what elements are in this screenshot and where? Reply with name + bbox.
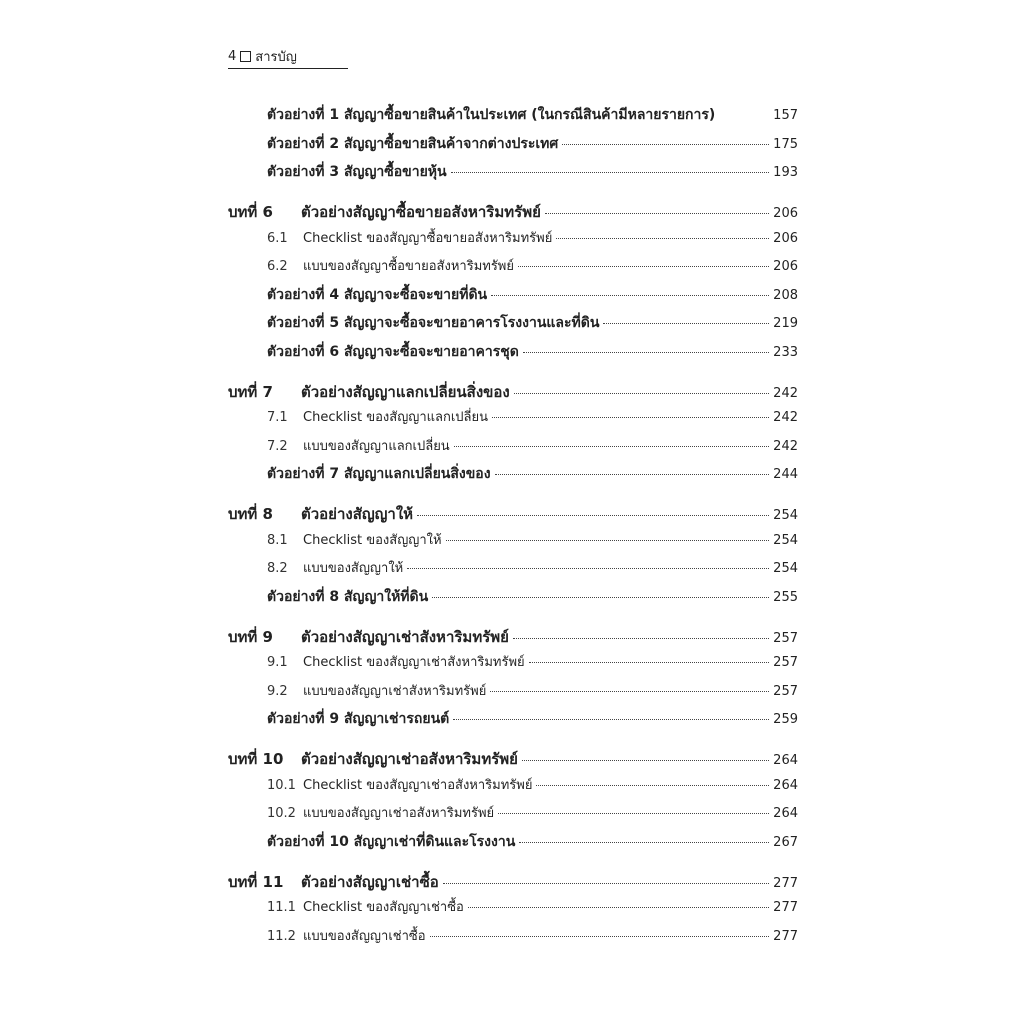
chapter-number: บทที่ 9 (228, 627, 273, 646)
toc-section-row[interactable] (267, 406, 798, 427)
toc-example-row[interactable] (267, 161, 798, 183)
dot-leader (432, 597, 769, 598)
section-number: 8.2 (267, 561, 288, 576)
section-number: 10.1 (267, 777, 296, 793)
toc-entry-label-group (267, 255, 514, 276)
chapter-number: บทที่ 6 (228, 203, 273, 221)
toc-entry-title: ตัวอย่างที่ 7 สัญญาแลกเปลี่ยนสิ่งของ (267, 466, 491, 482)
toc-entry-label-group (228, 380, 510, 404)
toc-entry-label-group (267, 896, 464, 917)
toc-page-number: 254 (773, 532, 798, 548)
toc-entry-label-group (228, 502, 413, 526)
toc-page-number: 254 (773, 561, 798, 576)
toc-chapter-row[interactable] (228, 870, 798, 894)
toc-entry-title: แบบของสัญญาให้ (303, 561, 404, 576)
toc-entry-title: ตัวอย่างที่ 2 สัญญาซื้อขายสินค้าจากต่างประเทศ (267, 135, 559, 152)
toc-page-number: 257 (773, 683, 798, 699)
toc-section-row[interactable] (267, 557, 798, 578)
toc-page-number: 242 (773, 438, 798, 454)
toc-page-number: 208 (773, 287, 798, 303)
toc-section-row[interactable] (267, 435, 798, 456)
chapter-number: บทที่ 10 (228, 750, 284, 768)
toc-entry-title: ตัวอย่างสัญญาเช่าสังหาริมทรัพย์ (301, 627, 509, 646)
dot-leader (451, 172, 770, 173)
toc-section-row[interactable] (267, 925, 798, 946)
toc-entry-label-group (228, 747, 518, 771)
dot-leader (556, 238, 769, 239)
dot-leader (468, 907, 769, 908)
toc-example-row[interactable] (267, 104, 798, 126)
toc-entry-label-group (267, 104, 715, 126)
toc-entry-title: Checklist ของสัญญาเช่าอสังหาริมทรัพย์ (303, 777, 533, 793)
toc-section-row[interactable] (267, 529, 798, 550)
toc-page-number: 255 (773, 589, 798, 605)
toc-page-number: 257 (773, 630, 798, 646)
page-header (228, 46, 297, 67)
page-number: 4 (228, 49, 237, 64)
dot-leader (407, 568, 769, 569)
toc-entry-title: ตัวอย่างที่ 1 สัญญาซื้อขายสินค้าในประเทศ (ในกรณีสินค้ามีหลายรายการ) (267, 107, 716, 123)
dot-leader (498, 813, 769, 814)
toc-page-number: 233 (773, 344, 798, 360)
section-number: 6.2 (267, 259, 288, 274)
toc-entry-label-group (267, 406, 488, 427)
toc-entry-title: ตัวอย่างที่ 8 สัญญาให้ที่ดิน (267, 588, 429, 605)
toc-entry-title: ตัวอย่างที่ 4 สัญญาจะซื้อจะขายที่ดิน (267, 286, 488, 303)
toc-page-number: 257 (773, 655, 798, 670)
toc-page-number: 264 (773, 806, 798, 821)
header-title: สารบัญ (255, 50, 297, 65)
toc-entry-title: ตัวอย่างสัญญาแลกเปลี่ยนสิ่งของ (301, 382, 510, 401)
section-number: 7.2 (267, 438, 288, 454)
toc-page-number: 206 (773, 230, 798, 246)
toc-example-row[interactable] (267, 586, 798, 608)
dot-leader (523, 352, 769, 353)
section-number: 10.2 (267, 806, 296, 821)
toc-section-row[interactable] (267, 774, 798, 795)
toc-chapter-row[interactable] (228, 747, 798, 771)
toc-entry-title: แบบของสัญญาซื้อขายอสังหาริมทรัพย์ (303, 259, 514, 274)
toc-page-number: 267 (773, 834, 798, 850)
toc-entry-title: ตัวอย่างที่ 9 สัญญาเช่ารถยนต์ (267, 711, 450, 727)
dot-leader (443, 883, 769, 884)
section-number: 11.2 (267, 928, 296, 944)
toc-entry-title: แบบของสัญญาเช่าซื้อ (303, 928, 426, 944)
toc-entry-title: ตัวอย่างที่ 6 สัญญาจะซื้อจะขายอาคารชุด (267, 343, 519, 360)
toc-entry-label-group (267, 341, 519, 363)
toc-entry-title: ตัวอย่างที่ 10 สัญญาเช่าที่ดินและโรงงาน (267, 833, 516, 850)
toc-page-number: 157 (773, 108, 798, 123)
toc-section-row[interactable] (267, 680, 798, 701)
dot-leader (519, 842, 769, 843)
toc-page-number: 277 (773, 900, 798, 915)
toc-chapter-row[interactable] (228, 380, 798, 404)
toc-entry-title: ตัวอย่างสัญญาเช่าซื้อ (301, 872, 439, 891)
toc-page-number: 277 (773, 928, 798, 944)
dot-leader (454, 446, 769, 447)
toc-entry-label-group (228, 625, 509, 649)
dot-leader (518, 266, 769, 267)
toc-entry-label-group (267, 651, 525, 672)
header-rule (228, 68, 348, 69)
toc-entry-label-group (267, 284, 487, 306)
toc-entry-label-group (267, 227, 552, 248)
dot-leader (514, 393, 769, 394)
toc-page-number: 193 (773, 165, 798, 180)
toc-entry-label-group (228, 870, 439, 894)
toc-entry-label-group (267, 774, 532, 795)
dot-leader (495, 474, 770, 475)
toc-section-row[interactable] (267, 227, 798, 248)
toc-section-row[interactable] (267, 255, 798, 276)
toc-entry-label-group (267, 463, 491, 485)
toc-entry-title: Checklist ของสัญญาให้ (303, 532, 442, 548)
toc-entry-title: แบบของสัญญาเช่าอสังหาริมทรัพย์ (303, 806, 495, 821)
toc-example-row[interactable] (267, 463, 798, 485)
dot-leader (545, 213, 769, 214)
toc-entry-label-group (267, 831, 515, 853)
toc-entry-label-group (267, 586, 428, 608)
toc-entry-title: ตัวอย่างที่ 3 สัญญาซื้อขายหุ้น (267, 164, 447, 180)
dot-leader (603, 323, 769, 324)
toc-entry-label-group (267, 161, 447, 183)
section-number: 8.1 (267, 532, 288, 548)
dot-leader (492, 417, 769, 418)
toc-page-number: 254 (773, 508, 798, 523)
section-number: 11.1 (267, 900, 296, 915)
toc-entry-label-group (267, 529, 442, 550)
dot-leader (417, 515, 769, 516)
toc-chapter-row[interactable] (228, 200, 798, 224)
toc-entry-title: Checklist ของสัญญาแลกเปลี่ยน (303, 410, 489, 425)
toc-page-number: 206 (773, 206, 798, 221)
toc-example-row[interactable] (267, 341, 798, 363)
toc-entry-title: แบบของสัญญาแลกเปลี่ยน (303, 438, 450, 454)
toc-entry-title: ตัวอย่างสัญญาซื้อขายอสังหาริมทรัพย์ (301, 203, 541, 221)
dot-leader (536, 785, 769, 786)
toc-page-number: 206 (773, 259, 798, 274)
toc-example-row[interactable] (267, 284, 798, 306)
dot-leader (529, 662, 770, 663)
toc-entry-title: ตัวอย่างสัญญาเช่าอสังหาริมทรัพย์ (301, 750, 518, 768)
toc-example-row[interactable] (267, 831, 798, 853)
toc-entry-title: ตัวอย่างที่ 5 สัญญาจะซื้อจะขายอาคารโรงงานและที่ดิน (267, 315, 600, 331)
toc-page-number: 219 (773, 316, 798, 331)
toc-entry-title: Checklist ของสัญญาซื้อขายอสังหาริมทรัพย์ (303, 230, 553, 246)
toc-entry-label-group (267, 133, 558, 155)
toc-entry-label-group (267, 312, 599, 334)
dot-leader (430, 936, 770, 937)
section-number: 7.1 (267, 410, 288, 425)
toc-entry-label-group (267, 557, 403, 578)
toc-example-row[interactable] (267, 708, 798, 730)
toc-entry-label-group (267, 708, 449, 730)
toc-entry-title: ตัวอย่างสัญญาให้ (301, 505, 414, 523)
toc-entry-label-group (267, 435, 450, 456)
dot-leader (446, 540, 770, 541)
dot-leader (490, 691, 769, 692)
toc-entry-title: แบบของสัญญาเช่าสังหาริมทรัพย์ (303, 683, 487, 699)
section-number: 9.1 (267, 655, 288, 670)
toc-page-number: 277 (773, 875, 798, 891)
chapter-number: บทที่ 8 (228, 505, 273, 523)
dot-leader (562, 144, 769, 145)
toc-example-row[interactable] (267, 312, 798, 334)
toc-example-row[interactable] (267, 133, 798, 155)
toc-page-number: 244 (773, 467, 798, 482)
toc-page-number: 175 (773, 136, 798, 152)
chapter-number: บทที่ 7 (228, 382, 273, 401)
section-number: 9.2 (267, 683, 288, 699)
dot-leader (513, 638, 769, 639)
toc-page-number: 242 (773, 385, 798, 401)
toc-entry-label-group (267, 802, 494, 823)
square-bullet-icon (240, 51, 251, 62)
chapter-number: บทที่ 11 (228, 872, 284, 891)
toc-entry-label-group (228, 200, 541, 224)
toc-entry-label-group (267, 925, 426, 946)
toc-section-row[interactable] (267, 651, 798, 672)
toc-entry-title: Checklist ของสัญญาเช่าซื้อ (303, 900, 464, 915)
toc-chapter-row[interactable] (228, 502, 798, 526)
toc-section-row[interactable] (267, 896, 798, 917)
toc-page-number: 259 (773, 712, 798, 727)
toc-page-number: 264 (773, 753, 798, 768)
dot-leader (453, 719, 769, 720)
toc-section-row[interactable] (267, 802, 798, 823)
dot-leader (522, 760, 769, 761)
dot-leader (491, 295, 769, 296)
section-number: 6.1 (267, 230, 288, 246)
toc-entry-title: Checklist ของสัญญาเช่าสังหาริมทรัพย์ (303, 655, 525, 670)
toc-page-number: 264 (773, 777, 798, 793)
toc-entry-label-group (267, 680, 486, 701)
toc-page-number: 242 (773, 410, 798, 425)
toc-chapter-row[interactable] (228, 625, 798, 649)
